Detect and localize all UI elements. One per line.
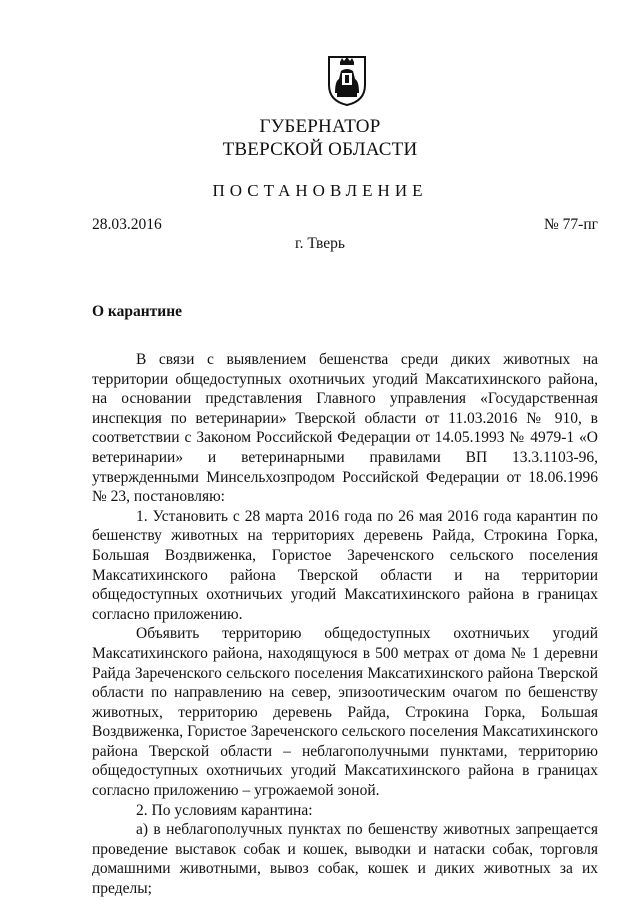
- paragraph-preamble: В связи с выявлением бешенства среди диких животных на территории общедоступных охотничьих угодий Максатихинского района, на основании представления Главного управления «Государственная инспекция по ветеринарии» Тверской области от 11.03.2016 № 910, в соответствии с Законом Российской Федерации от 14.05.1993 № 4979-1 «О ветеринарии» и ветеринарными правилами ВП 13.3.1103-96, утвержденными Минсельхозпродом Российской Федерации от 18.06.1996 № 23, постановляю:: [92, 351, 598, 506]
- paragraph-item-2: 2. По условиям карантина:: [136, 801, 313, 819]
- issuer-region: ТВЕРСКОЙ ОБЛАСТИ: [222, 139, 418, 160]
- document-body: [92, 350, 598, 899]
- document-city: г. Тверь: [295, 235, 345, 252]
- issuer-title: ГУБЕРНАТОР: [259, 116, 381, 137]
- document-number: № 77-пг: [544, 216, 598, 233]
- document-subject: О карантине: [92, 303, 183, 320]
- paragraph-item-2a: а) в неблагополучных пунктах по бешенству животных запрещается проведение выставок собак и кошек, выводки и натаски собак, торговля домашними животными, вывоз собак, кошек и диких животных за их пределы;: [92, 821, 598, 898]
- document-date: 28.03.2016: [92, 216, 162, 233]
- coat-of-arms-icon: [327, 55, 367, 107]
- document-type: ПОСТАНОВЛЕНИЕ: [212, 181, 428, 200]
- paragraph-declaration: Объявить территорию общедоступных охотничьих угодий Максатихинского района, находящуюся в 500 метрах от дома № 1 деревни Райда Зареченского сельского поселения Максатихинского района Тверской области по направлению на север, эпизоотическим очагом по бешенству животных, территорию деревень Райда, Строкина Горка, Большая Воздвиженка, Гористое Зареченского сельского поселения Максатихинского района Тверской области – неблагополучными пунктами, территорию общедоступных охотничьих угодий Максатихинского района в границах согласно приложению – угрожаемой зоной.: [92, 625, 598, 800]
- paragraph-item-1: 1. Установить с 28 марта 2016 года по 26 мая 2016 года карантин по бешенству животных на территориях деревень Райда, Строкина Горка, Большая Воздвиженка, Гористое Зареченского сельского поселения Максатихинского района Тверской области и на территории общедоступных охотничьих угодий Максатихинского района в границах согласно приложению.: [92, 507, 598, 623]
